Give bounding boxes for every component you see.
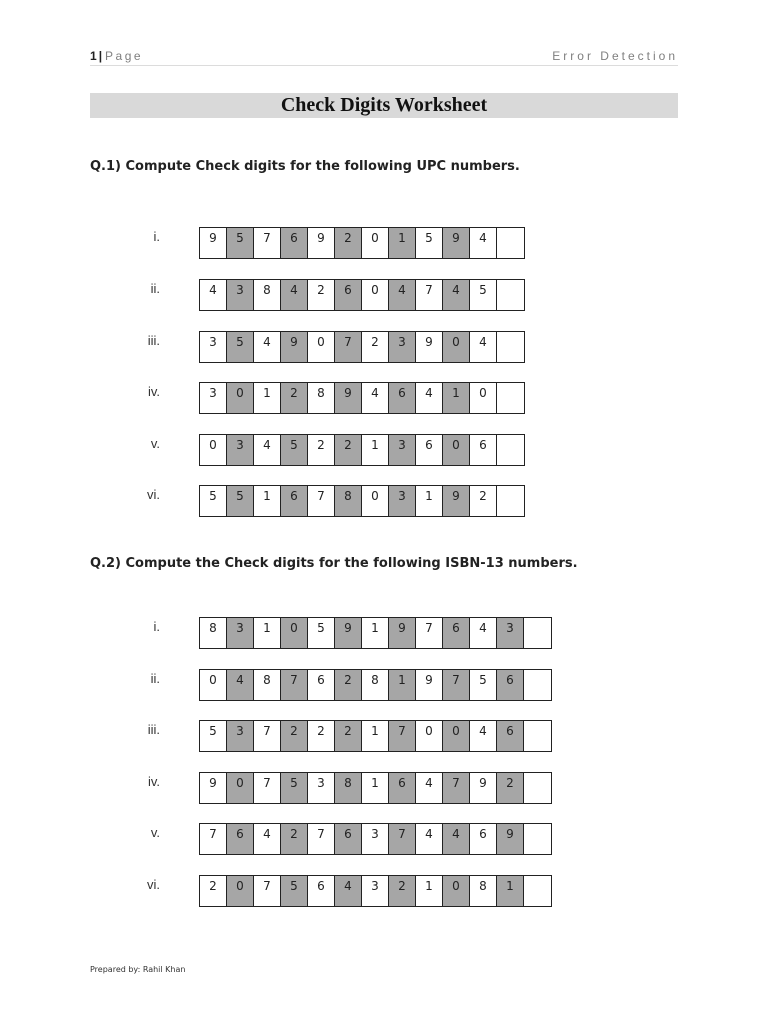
- digit-cell: 3: [200, 383, 227, 413]
- digit-cell: 7: [254, 228, 281, 258]
- upc-row-label: iv.: [147, 384, 160, 399]
- check-digit-box[interactable]: [524, 670, 551, 700]
- digit-cell: 7: [308, 486, 335, 516]
- isbn-row-label: iii.: [147, 722, 160, 737]
- page-header: [90, 47, 678, 66]
- digit-cell: 0: [362, 280, 389, 310]
- digit-cell: 6: [281, 228, 308, 258]
- digit-cell: 9: [416, 670, 443, 700]
- digit-cell: 5: [308, 618, 335, 648]
- isbn-row-label: v.: [150, 825, 160, 840]
- digit-cell: 7: [200, 824, 227, 854]
- digit-cell: 3: [227, 618, 254, 648]
- digit-cell: 9: [200, 773, 227, 803]
- digit-cell: 0: [200, 670, 227, 700]
- digit-cell: 3: [389, 486, 416, 516]
- digit-cell: 9: [335, 618, 362, 648]
- digit-cell: 9: [200, 228, 227, 258]
- digit-cell: 2: [362, 332, 389, 362]
- digit-cell: 4: [200, 280, 227, 310]
- isbn-digit-row: [199, 823, 552, 855]
- digit-cell: 6: [497, 721, 524, 751]
- digit-cell: 7: [254, 721, 281, 751]
- digit-cell: 7: [416, 280, 443, 310]
- digit-cell: 5: [470, 280, 497, 310]
- digit-cell: 2: [200, 876, 227, 906]
- digit-cell: 0: [362, 486, 389, 516]
- digit-cell: 4: [389, 280, 416, 310]
- digit-cell: 5: [281, 773, 308, 803]
- upc-digit-row: [199, 227, 525, 259]
- check-digit-box[interactable]: [524, 773, 551, 803]
- digit-cell: 9: [335, 383, 362, 413]
- digit-cell: 0: [362, 228, 389, 258]
- isbn-row-label: i.: [153, 619, 160, 634]
- digit-cell: 9: [443, 486, 470, 516]
- check-digit-box[interactable]: [524, 618, 551, 648]
- digit-cell: 8: [335, 773, 362, 803]
- digit-cell: 7: [443, 773, 470, 803]
- digit-cell: 8: [362, 670, 389, 700]
- digit-cell: 7: [389, 721, 416, 751]
- digit-cell: 2: [497, 773, 524, 803]
- upc-digit-row: [199, 485, 525, 517]
- digit-cell: 1: [416, 876, 443, 906]
- check-digit-box[interactable]: [524, 824, 551, 854]
- digit-cell: 9: [281, 332, 308, 362]
- digit-cell: 6: [335, 824, 362, 854]
- digit-cell: 8: [470, 876, 497, 906]
- upc-digit-row: [199, 434, 525, 466]
- digit-cell: 8: [335, 486, 362, 516]
- digit-cell: 4: [254, 435, 281, 465]
- digit-cell: 2: [335, 435, 362, 465]
- digit-cell: 7: [389, 824, 416, 854]
- digit-cell: 9: [470, 773, 497, 803]
- question-1: Q.1) Compute Check digits for the following UPC numbers.: [90, 159, 520, 174]
- digit-cell: 5: [200, 721, 227, 751]
- digit-cell: 3: [362, 824, 389, 854]
- digit-cell: 6: [227, 824, 254, 854]
- digit-cell: 4: [227, 670, 254, 700]
- digit-cell: 5: [227, 332, 254, 362]
- check-digit-box[interactable]: [497, 383, 524, 413]
- digit-cell: 6: [416, 435, 443, 465]
- digit-cell: 7: [281, 670, 308, 700]
- digit-cell: 1: [389, 228, 416, 258]
- digit-cell: 4: [470, 721, 497, 751]
- digit-cell: 6: [281, 486, 308, 516]
- digit-cell: 1: [362, 721, 389, 751]
- digit-cell: 7: [308, 824, 335, 854]
- isbn-digit-row: [199, 720, 552, 752]
- digit-cell: 8: [254, 670, 281, 700]
- isbn-digit-row: [199, 875, 552, 907]
- worksheet-title: Check Digits Worksheet: [90, 93, 678, 118]
- check-digit-box[interactable]: [497, 332, 524, 362]
- digit-cell: 1: [497, 876, 524, 906]
- digit-cell: 7: [335, 332, 362, 362]
- digit-cell: 2: [281, 721, 308, 751]
- check-digit-box[interactable]: [524, 721, 551, 751]
- digit-cell: 3: [308, 773, 335, 803]
- digit-cell: 7: [443, 670, 470, 700]
- isbn-row-label: vi.: [147, 877, 160, 892]
- isbn-row-label: ii.: [150, 671, 160, 686]
- digit-cell: 2: [281, 824, 308, 854]
- digit-cell: 0: [443, 721, 470, 751]
- digit-cell: 5: [227, 228, 254, 258]
- check-digit-box[interactable]: [497, 486, 524, 516]
- digit-cell: 0: [200, 435, 227, 465]
- digit-cell: 0: [443, 876, 470, 906]
- digit-cell: 3: [389, 435, 416, 465]
- digit-cell: 0: [470, 383, 497, 413]
- upc-row-label: iii.: [147, 333, 160, 348]
- digit-cell: 4: [416, 773, 443, 803]
- digit-cell: 5: [200, 486, 227, 516]
- digit-cell: 9: [416, 332, 443, 362]
- digit-cell: 5: [281, 876, 308, 906]
- digit-cell: 5: [470, 670, 497, 700]
- digit-cell: 6: [389, 383, 416, 413]
- digit-cell: 1: [254, 486, 281, 516]
- digit-cell: 8: [200, 618, 227, 648]
- digit-cell: 3: [389, 332, 416, 362]
- digit-cell: 1: [416, 486, 443, 516]
- digit-cell: 4: [416, 383, 443, 413]
- digit-cell: 6: [470, 435, 497, 465]
- digit-cell: 4: [443, 280, 470, 310]
- digit-cell: 1: [443, 383, 470, 413]
- digit-cell: 3: [227, 721, 254, 751]
- check-digit-box[interactable]: [497, 228, 524, 258]
- digit-cell: 2: [470, 486, 497, 516]
- digit-cell: 4: [470, 332, 497, 362]
- digit-cell: 3: [362, 876, 389, 906]
- upc-row-label: vi.: [147, 487, 160, 502]
- digit-cell: 6: [335, 280, 362, 310]
- digit-cell: 5: [281, 435, 308, 465]
- upc-digit-row: [199, 331, 525, 363]
- check-digit-box[interactable]: [497, 280, 524, 310]
- digit-cell: 3: [227, 435, 254, 465]
- digit-cell: 8: [254, 280, 281, 310]
- digit-cell: 9: [308, 228, 335, 258]
- digit-cell: 4: [254, 332, 281, 362]
- digit-cell: 7: [254, 773, 281, 803]
- isbn-digit-row: [199, 669, 552, 701]
- check-digit-box[interactable]: [524, 876, 551, 906]
- check-digit-box[interactable]: [497, 435, 524, 465]
- digit-cell: 0: [416, 721, 443, 751]
- prepared-by: Prepared by: Rahil Khan: [90, 965, 186, 974]
- digit-cell: 1: [389, 670, 416, 700]
- digit-cell: 4: [470, 228, 497, 258]
- digit-cell: 4: [470, 618, 497, 648]
- digit-cell: 9: [389, 618, 416, 648]
- section-title: Error Detection: [552, 49, 678, 63]
- digit-cell: 7: [254, 876, 281, 906]
- isbn-digit-row: [199, 617, 552, 649]
- digit-cell: 4: [281, 280, 308, 310]
- digit-cell: 9: [443, 228, 470, 258]
- upc-row-label: i.: [153, 229, 160, 244]
- digit-cell: 1: [254, 383, 281, 413]
- digit-cell: 9: [497, 824, 524, 854]
- digit-cell: 0: [227, 876, 254, 906]
- digit-cell: 2: [335, 670, 362, 700]
- digit-cell: 1: [362, 618, 389, 648]
- question-2: Q.2) Compute the Check digits for the following ISBN-13 numbers.: [90, 556, 578, 571]
- digit-cell: 6: [308, 876, 335, 906]
- digit-cell: 3: [497, 618, 524, 648]
- digit-cell: 4: [416, 824, 443, 854]
- upc-digit-row: [199, 279, 525, 311]
- digit-cell: 5: [416, 228, 443, 258]
- digit-cell: 2: [308, 280, 335, 310]
- digit-cell: 6: [308, 670, 335, 700]
- digit-cell: 4: [443, 824, 470, 854]
- digit-cell: 0: [227, 773, 254, 803]
- isbn-row-label: iv.: [147, 774, 160, 789]
- digit-cell: 6: [443, 618, 470, 648]
- digit-cell: 3: [227, 280, 254, 310]
- digit-cell: 4: [362, 383, 389, 413]
- digit-cell: 5: [227, 486, 254, 516]
- upc-row-label: ii.: [150, 281, 160, 296]
- digit-cell: 0: [443, 435, 470, 465]
- upc-digit-row: [199, 382, 525, 414]
- digit-cell: 2: [389, 876, 416, 906]
- digit-cell: 2: [308, 721, 335, 751]
- digit-cell: 0: [281, 618, 308, 648]
- digit-cell: 7: [416, 618, 443, 648]
- digit-cell: 8: [308, 383, 335, 413]
- digit-cell: 0: [308, 332, 335, 362]
- digit-cell: 2: [308, 435, 335, 465]
- digit-cell: 6: [497, 670, 524, 700]
- digit-cell: 4: [254, 824, 281, 854]
- digit-cell: 1: [362, 773, 389, 803]
- digit-cell: 1: [362, 435, 389, 465]
- digit-cell: 1: [254, 618, 281, 648]
- digit-cell: 3: [200, 332, 227, 362]
- digit-cell: 6: [389, 773, 416, 803]
- upc-row-label: v.: [150, 436, 160, 451]
- digit-cell: 2: [335, 721, 362, 751]
- page-number: 1 | Page: [90, 49, 144, 63]
- digit-cell: 2: [335, 228, 362, 258]
- digit-cell: 0: [443, 332, 470, 362]
- isbn-digit-row: [199, 772, 552, 804]
- digit-cell: 0: [227, 383, 254, 413]
- digit-cell: 4: [335, 876, 362, 906]
- digit-cell: 6: [470, 824, 497, 854]
- digit-cell: 2: [281, 383, 308, 413]
